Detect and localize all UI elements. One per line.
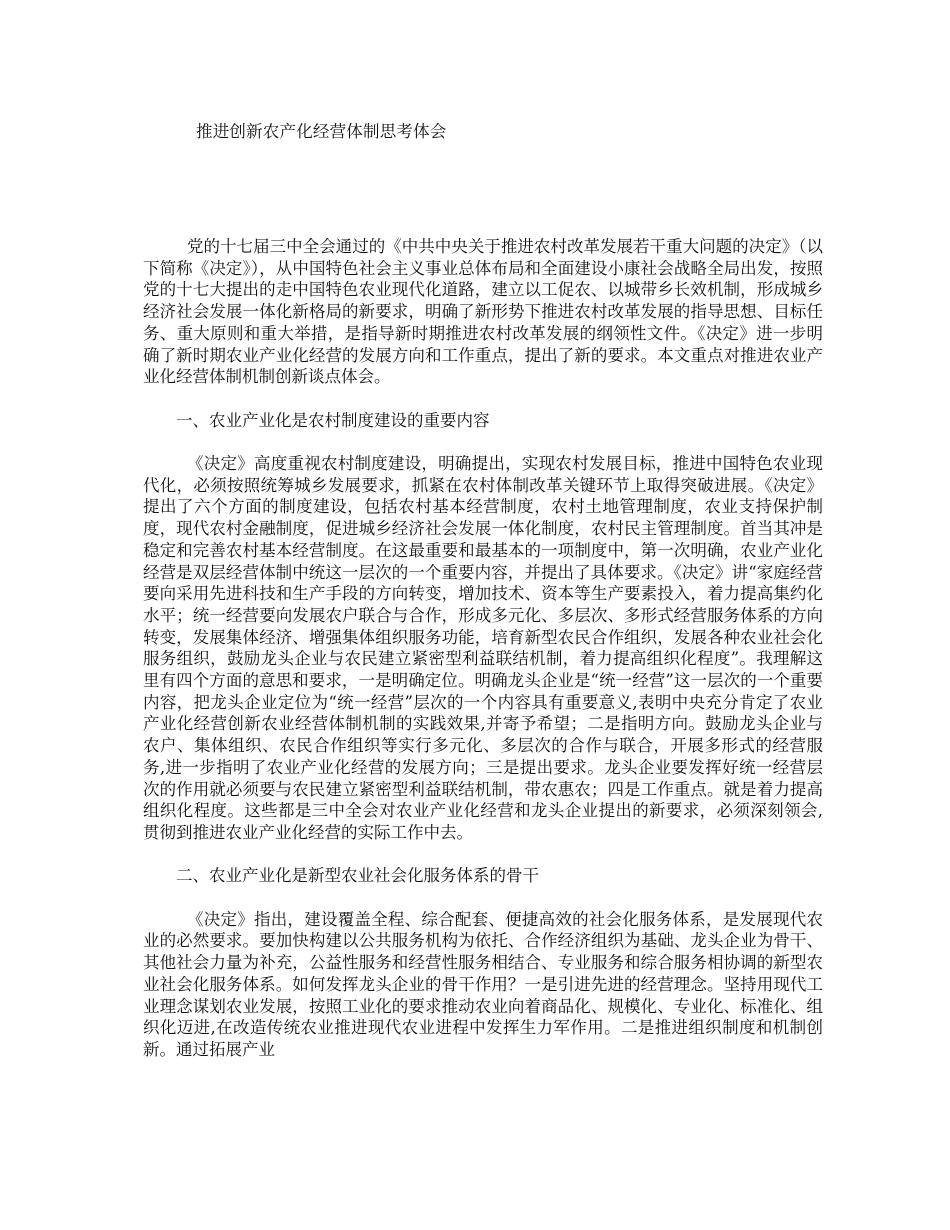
document-body xyxy=(143,236,823,1061)
section-2-paragraph: 《决定》指出，建设覆盖全程、综合配套、便捷高效的社会化服务体系，是发展现代农业的必然要求。要加快构建以公共服务机构为依托、合作经济组织为基础、龙头企业为骨干、其他社会力量为补充，公益性服务和经营性服务相结合、专业服务和综合服务相协调的新型农业社会化服务体系。如何发挥龙头企业的骨干作用？一是引进先进的经营理念。坚持用现代工业理念谋划农业发展，按照工业化的要求推动农业向着商品化、规模化、专业化、标准化、组织化迈进,在改造传统农业推进现代农业进程中发挥生力军作用。二是推进组织制度和机制创新。通过拓展产业 xyxy=(143,909,823,1059)
section-2-heading: 二、农业产业化是新型农业社会化服务体系的骨干 xyxy=(176,866,539,886)
document-title: 推进创新农产化经营体制思考体会 xyxy=(196,122,447,141)
intro-paragraph: 党的十七届三中全会通过的《中共中央关于推进农村改革发展若干重大问题的决定》（以下简称《决定》），从中国特色社会主义事业总体布局和全面建设小康社会战略全局出发，按照党的十七大提出的走中国特色农业现代化道路，建立以工促农、以城带乡长效机制，形成城乡经济社会发展一体化新格局的新要求，明确了新形势下推进农村改革发展的指导思想、目标任务、重大原则和重大举措，是指导新时期推进农村改革发展的纲领性文件。《决定》进一步明确了新时期农业产业化经营的发展方向和工作重点，提出了新的要求。本文重点对推进农业产业化经营体制机制创新谈点体会。 xyxy=(143,237,823,387)
paragraph-spacer xyxy=(143,887,823,909)
section-1-paragraph: 《决定》高度重视农村制度建设，明确提出，实现农村发展目标，推进中国特色农业现代化，必须按照统筹城乡发展要求，抓紧在农村体制改革关键环节上取得突破进展。《决定》提出了六个方面的制度建设，包括农村基本经营制度，农村土地管理制度，农业支持保护制度，现代农村金融制度，促进城乡经济社会发展一体化制度，农村民主管理制度。首当其冲是稳定和完善农村基本经营制度。在这最重要和最基本的一项制度中，第一次明确，农业产业化经营是双层经营体制中统这一层次的一个重要内容，并提出了具体要求。《决定》讲“家庭经营要向采用先进科技和生产手段的方向转变，增加技术、资本等生产要素投入，着力提高集约化水平；统一经营要向发展农户联合与合作，形成多元化、多层次、多形式经营服务体系的方向转变，发展集体经济、增强集体组织服务功能，培育新型农民合作组织，发展各种农业社会化服务组织，鼓励龙头企业与农民建立紧密型利益联结机制，着力提高组织化程度”。我理解这里有四个方面的意思和要求，一是明确定位。明确龙头企业是“统一经营”这一层次的一个重要内容，把龙头企业定位为“统一经营”层次的一个内容具有重要意义,表明中央充分肯定了农业产业化经营创新农业经营体制机制的实践效果,并寄予希望；二是指明方向。鼓励龙头企业与农户、集体组织、农民合作组织等实行多元化、多层次的合作与联合，开展多形式的经营服务,进一步指明了农业产业化经营的发展方向；三是提出要求。龙头企业要发挥好统一经营层次的作用就必须要与农民建立紧密型利益联结机制，带农惠农；四是工作重点。就是着力提高组织化程度。这些都是三中全会对农业产业化经营和龙头企业提出的新要求，必须深刻领会,贯彻到推进农业产业化经营的实际工作中去。 xyxy=(143,454,823,842)
paragraph-spacer xyxy=(143,431,823,453)
section-1-heading: 一、农业产业化是农村制度建设的重要内容 xyxy=(176,410,490,430)
paragraph-spacer xyxy=(143,844,823,866)
paragraph-spacer xyxy=(143,388,823,410)
